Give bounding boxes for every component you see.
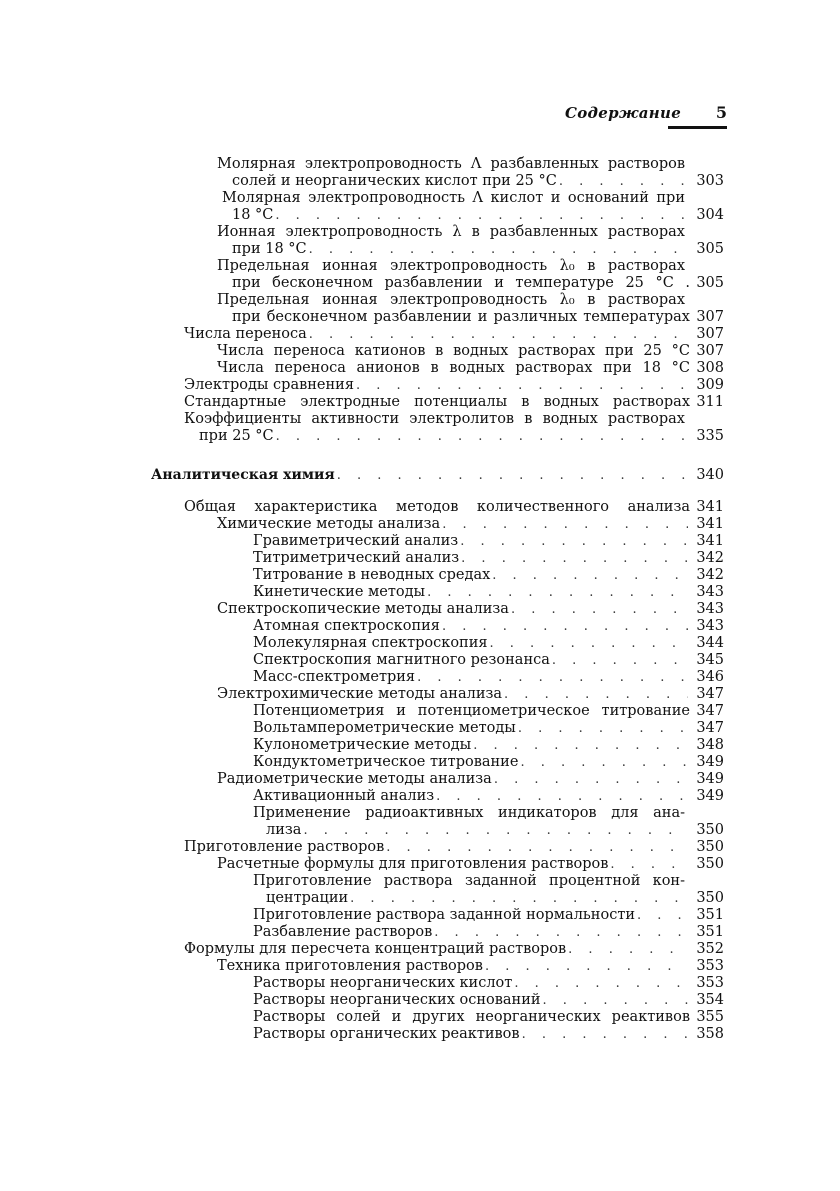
leader-dots (350, 890, 688, 907)
leader-dots (303, 822, 688, 839)
toc-page-number: 348 (696, 737, 724, 753)
toc-entry-text: Общая характеристика методов количественного анализа (184, 499, 690, 515)
toc-page-number: 342 (696, 550, 724, 566)
toc-entry[interactable] (184, 326, 724, 343)
leader-dots (275, 207, 688, 224)
toc-entry-text: лиза (266, 822, 302, 838)
leader-dots (276, 428, 688, 445)
toc-entry[interactable] (253, 652, 724, 669)
leader-dots (518, 720, 688, 737)
toc-page-number: 342 (696, 567, 724, 583)
toc-entry-text: Электрохимические методы анализа (217, 686, 503, 702)
leader-dots (492, 567, 688, 584)
toc-page-number: 340 (696, 467, 724, 483)
leader-dots (514, 975, 688, 992)
leader-dots (520, 754, 688, 771)
toc-entry-text: Растворы неорганических оснований (253, 992, 541, 1008)
toc-entry-text: Числа переноса (184, 326, 307, 342)
leader-dots (637, 907, 688, 924)
toc-page-number: 303 (696, 173, 724, 189)
toc-entry[interactable] (266, 890, 724, 907)
toc-page-number: 305 (696, 275, 724, 291)
toc-entry-text: при бесконечном разбавлении и температуре 25 °С . (232, 275, 690, 291)
toc-page-number: 349 (696, 771, 724, 787)
leader-dots (494, 771, 688, 788)
toc-entry-text: Числа переноса анионов в водных растворах при 18 °С (217, 360, 690, 376)
toc-entry-text: Вольтамперометрические методы (253, 720, 516, 736)
leader-dots (460, 533, 688, 550)
toc-entry[interactable] (253, 635, 724, 652)
toc-entry-text: Кондуктометрическое титрование (253, 754, 519, 770)
toc-entry (222, 190, 685, 207)
toc-page-number: 354 (696, 992, 724, 1008)
toc-entry-text: Спектроскопические методы анализа (217, 601, 509, 617)
leader-dots (337, 467, 688, 484)
toc-entry (217, 156, 685, 173)
toc-entry[interactable] (232, 207, 724, 224)
header-rule (668, 126, 727, 129)
header-page-number: 5 (715, 103, 727, 122)
leader-dots (442, 618, 688, 635)
toc-page-number: 307 (696, 309, 724, 325)
toc-page-number: 341 (696, 533, 724, 549)
toc-entry-text: Применение радиоактивных индикаторов для ана- (253, 805, 685, 821)
toc-entry[interactable] (253, 567, 724, 584)
toc-entry[interactable] (253, 924, 724, 941)
toc-page-number: 353 (696, 975, 724, 991)
toc-page-number: 308 (696, 360, 724, 376)
toc-page-number: 353 (696, 958, 724, 974)
toc-page-number: 307 (696, 326, 724, 342)
toc-entry[interactable] (232, 275, 724, 292)
toc-entry[interactable] (253, 584, 724, 601)
toc-entry-text: при 18 °С (232, 241, 307, 257)
leader-dots (386, 839, 688, 856)
toc-entry[interactable] (217, 516, 724, 533)
toc-page-number: 347 (696, 703, 724, 719)
toc-entry[interactable] (184, 941, 724, 958)
toc-entry[interactable] (217, 771, 724, 788)
toc-page-number: 344 (696, 635, 724, 651)
toc-entry-text: Спектроскопия магнитного резонанса (253, 652, 550, 668)
toc-entry[interactable] (266, 822, 724, 839)
toc-page-number: 349 (696, 754, 724, 770)
toc-page-number: 351 (696, 907, 724, 923)
toc-entry[interactable] (232, 173, 724, 190)
toc-entry-text: Химические методы анализа (217, 516, 441, 532)
toc-page-number: 350 (696, 890, 724, 906)
leader-dots (522, 1026, 688, 1043)
toc-entry-text: Масс-спектрометрия (253, 669, 416, 685)
toc-entry[interactable] (199, 428, 724, 445)
leader-dots (427, 584, 688, 601)
toc-entry[interactable] (253, 669, 724, 686)
toc-entry-text: Предельная ионная электропроводность λ₀ в растворах (217, 258, 685, 274)
toc-entry[interactable] (253, 550, 724, 567)
toc-page-number: 335 (696, 428, 724, 444)
toc-entry[interactable] (253, 737, 724, 754)
toc-entry[interactable] (217, 343, 724, 360)
section-title: Аналитическая химия (151, 467, 335, 483)
toc-entry-text: солей и неорганических кислот при 25 °С (232, 173, 557, 189)
toc-entry-text: Растворы органических реактивов (253, 1026, 520, 1042)
leader-dots (417, 669, 688, 686)
toc-page-number: 350 (696, 822, 724, 838)
leader-dots (490, 635, 688, 652)
toc-entry-text: Титриметрический анализ (253, 550, 460, 566)
toc-entry[interactable] (253, 992, 724, 1009)
toc-entry-text: Коэффициенты активности электролитов в водных растворах (184, 411, 685, 427)
toc-entry-text: Молекулярная спектроскопия (253, 635, 488, 651)
toc-entry[interactable] (184, 839, 724, 856)
leader-dots (473, 737, 688, 754)
toc-entry[interactable] (253, 720, 724, 737)
toc-entry-text: Активационный анализ (253, 788, 435, 804)
toc-page-number: 345 (696, 652, 724, 668)
toc-entry (253, 805, 685, 822)
leader-dots (504, 686, 688, 703)
leader-dots (461, 550, 688, 567)
toc-entry[interactable] (217, 601, 724, 618)
toc-page-number: 307 (696, 343, 724, 359)
toc-page-number: 304 (696, 207, 724, 223)
toc-entry-text: Электроды сравнения (184, 377, 354, 393)
toc-entry[interactable] (253, 703, 724, 720)
leader-dots (543, 992, 688, 1009)
toc-entry[interactable] (217, 686, 724, 703)
toc-page-number: 350 (696, 839, 724, 855)
toc-entry[interactable] (184, 499, 724, 516)
toc-entry[interactable] (253, 618, 724, 635)
header-title: Содержание (565, 104, 682, 122)
toc-page-number: 347 (696, 686, 724, 702)
toc-entry-text: Потенциометрия и потенциометрическое титрование (253, 703, 690, 719)
toc-page-number: 355 (696, 1009, 724, 1025)
leader-dots (485, 958, 688, 975)
toc-entry-text: Молярная электропроводность Λ кислот и оснований при (222, 190, 685, 206)
toc-entry[interactable] (184, 377, 724, 394)
toc-entry-text: Атомная спектроскопия (253, 618, 440, 634)
toc-entry-text: Числа переноса катионов в водных растворах при 25 °С (217, 343, 690, 359)
toc-page-number: 341 (696, 516, 724, 532)
leader-dots (559, 173, 688, 190)
toc-page-number: 305 (696, 241, 724, 257)
toc-entry[interactable] (253, 788, 724, 805)
toc-entry-text: при 25 °С (199, 428, 274, 444)
toc-entry-text: 18 °С (232, 207, 274, 223)
toc-entry-text: при бесконечном разбавлении и различных температурах (232, 309, 690, 325)
toc-entry-text: Гравиметрический анализ (253, 533, 459, 549)
toc-entry (253, 873, 685, 890)
toc-entry[interactable] (217, 958, 724, 975)
toc-entry-text: Техника приготовления растворов (217, 958, 483, 974)
leader-dots (442, 516, 688, 533)
toc-entry[interactable] (253, 1026, 724, 1043)
toc-entry[interactable] (184, 394, 724, 411)
toc-entry[interactable] (232, 309, 724, 326)
toc-page-number: 309 (696, 377, 724, 393)
toc-entry-text: Предельная ионная электропроводность λ₀ в растворах (217, 292, 685, 308)
toc-entry (217, 292, 685, 309)
leader-dots (511, 601, 688, 618)
toc-entry-text: Приготовление раствора заданной процентной кон- (253, 873, 685, 889)
toc-entry (217, 224, 685, 241)
toc-page-number: 347 (696, 720, 724, 736)
toc-entry-text: Ионная электропроводность λ в разбавленных растворах (217, 224, 685, 240)
toc-page-number: 311 (696, 394, 724, 410)
leader-dots (356, 377, 688, 394)
toc-entry[interactable] (253, 907, 724, 924)
section-heading[interactable] (151, 467, 724, 484)
toc-entry-text: Приготовление растворов (184, 839, 385, 855)
toc-entry[interactable] (253, 1009, 724, 1026)
toc-entry (184, 411, 685, 428)
toc-entry-text: Молярная электропроводность Λ разбавленных растворов (217, 156, 685, 172)
toc-entry-text: Стандартные электродные потенциалы в водных растворах (184, 394, 690, 410)
toc-entry-text: Приготовление раствора заданной нормальности (253, 907, 636, 923)
toc-page-number: 352 (696, 941, 724, 957)
toc-entry-text: Титрование в неводных средах (253, 567, 491, 583)
toc-entry-text: Радиометрические методы анализа (217, 771, 492, 787)
toc-entry-text: Разбавление растворов (253, 924, 433, 940)
toc-entry-text: Кулонометрические методы (253, 737, 472, 753)
toc-entry[interactable] (232, 241, 724, 258)
toc-entry-text: Растворы неорганических кислот (253, 975, 513, 991)
leader-dots (436, 788, 688, 805)
toc-entry-text: Расчетные формулы для приготовления растворов (217, 856, 609, 872)
toc-page-number: 358 (696, 1026, 724, 1042)
leader-dots (568, 941, 688, 958)
toc-entry-text: Кинетические методы (253, 584, 426, 600)
toc-page-number: 341 (696, 499, 724, 515)
toc-page-number: 343 (696, 601, 724, 617)
toc-entry-text: центрации (266, 890, 349, 906)
toc-page-number: 349 (696, 788, 724, 804)
toc-entry[interactable] (217, 360, 724, 377)
leader-dots (309, 326, 688, 343)
toc-entry[interactable] (253, 754, 724, 771)
toc-page-number: 346 (696, 669, 724, 685)
toc-page-number: 343 (696, 618, 724, 634)
toc-entry-text: Формулы для пересчета концентраций растворов (184, 941, 567, 957)
leader-dots (434, 924, 688, 941)
toc-entry[interactable] (253, 533, 724, 550)
toc-entry[interactable] (217, 856, 724, 873)
leader-dots (309, 241, 688, 258)
leader-dots (552, 652, 688, 669)
toc-page-number: 343 (696, 584, 724, 600)
toc-page-number: 351 (696, 924, 724, 940)
toc-page-number: 350 (696, 856, 724, 872)
toc-entry (217, 258, 685, 275)
toc-entry[interactable] (253, 975, 724, 992)
running-header (565, 104, 727, 130)
leader-dots (610, 856, 688, 873)
toc-entry-text: Растворы солей и других неорганических реактивов (253, 1009, 690, 1025)
